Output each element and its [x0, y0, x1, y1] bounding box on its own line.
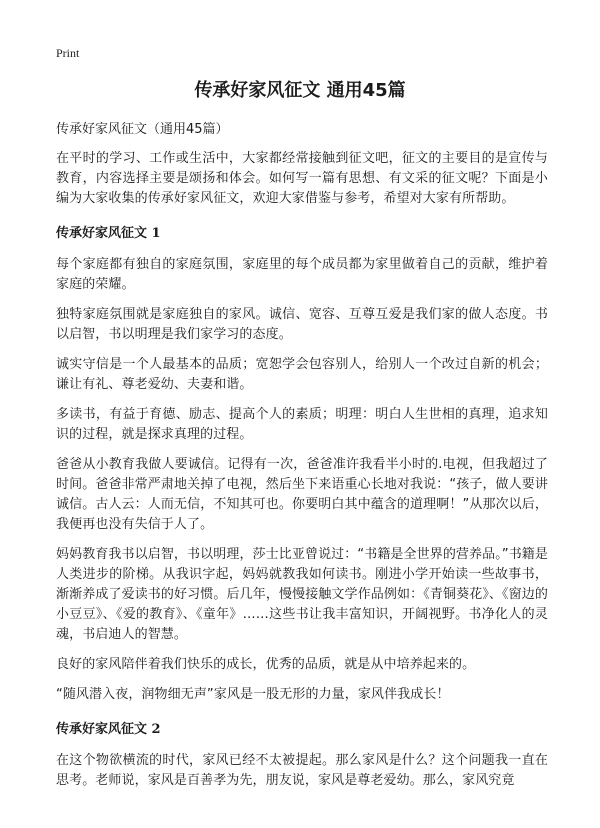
- print-link[interactable]: Print: [56, 46, 80, 60]
- paragraph: 独特家庭氛围就是家庭独自的家风。诚信、宽容、互尊互爱是我们家的做人态度。书以启智，书以明理是我们家学习的态度。: [56, 307, 548, 342]
- page-title: 传承好家风征文 通用45篇: [194, 80, 406, 101]
- paragraph: 良好的家风陪伴着我们快乐的成长，优秀的品质，就是从中培养起来的。: [56, 657, 476, 672]
- intro-paragraph: 在平时的学习、工作或生活中，大家都经常接触到征文吧，征文的主要目的是宣传与教育，内容选择主要是颂扬和体会。如何写一篇有思想、有文采的征文呢？下面是小编为大家收集的传承好家风征文，欢迎大家借鉴与参考，希望对大家有所帮助。: [56, 151, 548, 206]
- paragraph: 多读书，有益于育德、励志、提高个人的素质；明理：明白人生世相的真理，追求知识的过程，就是探求真理的过程。: [56, 407, 548, 442]
- paragraph: 每个家庭都有独自的家庭氛围，家庭里的每个成员都为家里做着自己的贡献，维护着家庭的荣耀。: [56, 257, 548, 292]
- article-subtitle: 传承好家风征文（通用45篇）: [56, 122, 229, 137]
- section-heading: 传承好家风征文 2: [56, 722, 161, 737]
- paragraph: 在这个物欲横流的时代，家风已经不太被提起。那么家风是什么？这个问题我一直在思考。老师说，家风是百善孝为先，朋友说，家风是尊老爱幼。那么，家风究竟: [56, 753, 548, 788]
- section-heading: 传承好家风征文 1: [56, 226, 161, 241]
- paragraph: 爸爸从小教育我做人要诚信。记得有一次，爸爸准许我看半小时的.电视，但我超过了时间。爸爸非常严肃地关掉了电视，然后坐下来语重心长地对我说：“孩子，做人要讲诚信。古人云：人而无信，不知其可也。你要明白其中蕴含的道理啊！”从那次以后，我便再也没有失信于人了。: [56, 457, 548, 532]
- paragraph: 妈妈教育我书以启智，书以明理，莎士比亚曾说过：“书籍是全世界的营养品。”书籍是人类进步的阶梯。从我识字起，妈妈就教我如何读书。刚进小学开始读一些故事书，渐渐养成了爱读书的好习惯。后几年，慢慢接触文学作品例如：《青铜葵花》、《窗边的小豆豆》、《爱的教育》、《童年》……这些书让我丰富知识，开阔视野。书净化人的灵魂，书启迪人的智慧。: [56, 547, 548, 642]
- essay-section-1: [56, 223, 548, 705]
- paragraph: “随风潜入夜，润物细无声”家风是一股无形的力量，家风伴我成长！: [56, 687, 450, 702]
- paragraph: 诚实守信是一个人最基本的品质；宽恕学会包容别人，给别人一个改过自新的机会；谦让有礼、尊老爱幼、夫妻和谐。: [56, 357, 548, 392]
- essay-section-2: [56, 719, 548, 791]
- article-body: [56, 119, 548, 801]
